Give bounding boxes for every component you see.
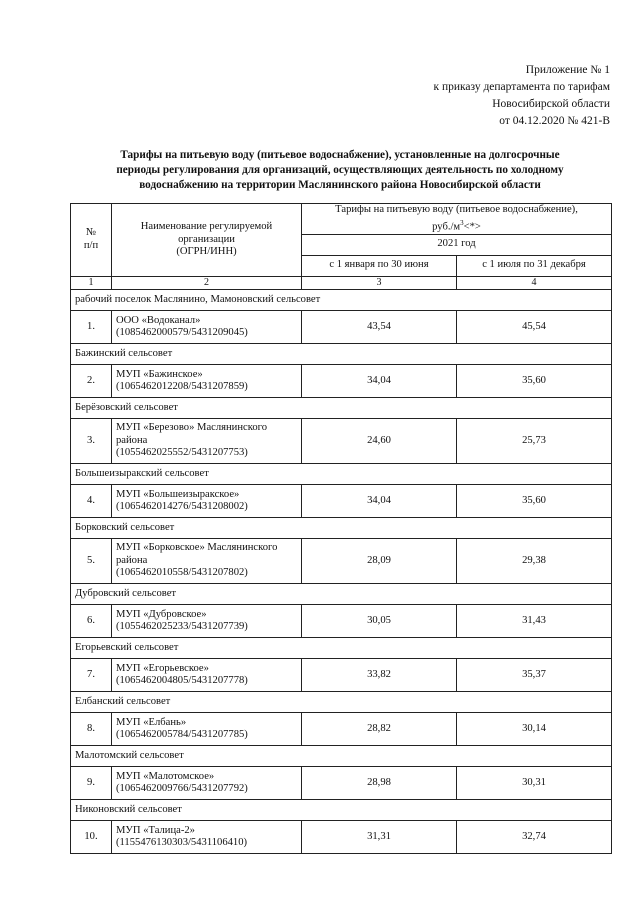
organization-name: МУП «Дубровское» (1055462025233/5431207739) bbox=[112, 605, 302, 638]
tariff-first-half: 30,05 bbox=[302, 605, 457, 638]
annex-line-4: от 04.12.2020 № 421-В bbox=[499, 115, 610, 127]
header-unit-sup: 3 bbox=[460, 218, 464, 227]
tariff-second-half: 35,60 bbox=[457, 365, 612, 398]
organization-name: МУП «Березово» Маслянинского района (1055462025552/5431207753) bbox=[112, 419, 302, 464]
row-number: 7. bbox=[71, 659, 112, 692]
row-number: 10. bbox=[71, 821, 112, 854]
row-number: 1. bbox=[71, 311, 112, 344]
header-org: Наименование регулируемой организации (ОГРН/ИНН) bbox=[112, 204, 302, 277]
column-number-2: 2 bbox=[112, 276, 302, 290]
section-name: Берёзовский сельсовет bbox=[71, 398, 612, 419]
table-row bbox=[71, 605, 612, 638]
tariff-first-half: 28,82 bbox=[302, 713, 457, 746]
header-period-2: с 1 июля по 31 декабря bbox=[457, 255, 612, 276]
header-unit-prefix: руб./м bbox=[432, 221, 461, 233]
organization-name: ООО «Водоканал» (1085462000579/5431209045) bbox=[112, 311, 302, 344]
section-row bbox=[71, 464, 612, 485]
organization-name: МУП «Большеизыракское» (1065462014276/5431208002) bbox=[112, 485, 302, 518]
tariff-second-half: 30,14 bbox=[457, 713, 612, 746]
tariff-second-half: 30,31 bbox=[457, 767, 612, 800]
row-number: 4. bbox=[71, 485, 112, 518]
section-name: Никоновский сельсовет bbox=[71, 800, 612, 821]
title-line-3: водоснабжению на территории Маслянинского района Новосибирской области bbox=[139, 179, 541, 191]
table-row bbox=[71, 419, 612, 464]
header-tariff bbox=[302, 204, 612, 235]
column-number-3: 3 bbox=[302, 276, 457, 290]
section-name: Малотомский сельсовет bbox=[71, 746, 612, 767]
title-line-1: Тарифы на питьевую воду (питьевое водоснабжение), установленные на долгосрочные bbox=[120, 149, 560, 161]
tariff-first-half: 34,04 bbox=[302, 365, 457, 398]
row-number: 3. bbox=[71, 419, 112, 464]
table-row bbox=[71, 311, 612, 344]
section-row bbox=[71, 638, 612, 659]
section-row bbox=[71, 584, 612, 605]
row-number: 5. bbox=[71, 539, 112, 584]
tariff-second-half: 35,37 bbox=[457, 659, 612, 692]
section-row bbox=[71, 344, 612, 365]
tariff-first-half: 28,09 bbox=[302, 539, 457, 584]
row-number: 2. bbox=[71, 365, 112, 398]
header-tariff-text: Тарифы на питьевую воду (питьевое водоснабжение), bbox=[335, 204, 578, 215]
section-name: Бажинский сельсовет bbox=[71, 344, 612, 365]
row-number: 6. bbox=[71, 605, 112, 638]
table-row bbox=[71, 485, 612, 518]
document-title bbox=[70, 148, 610, 193]
section-name: Дубровский сельсовет bbox=[71, 584, 612, 605]
annex-line-1: Приложение № 1 bbox=[525, 64, 610, 76]
tariff-second-half: 29,38 bbox=[457, 539, 612, 584]
tariff-second-half: 35,60 bbox=[457, 485, 612, 518]
organization-name: МУП «Бажинское» (1065462012208/5431207859) bbox=[112, 365, 302, 398]
header-period-1: с 1 января по 30 июня bbox=[302, 255, 457, 276]
tariff-first-half: 34,04 bbox=[302, 485, 457, 518]
column-number-1: 1 bbox=[71, 276, 112, 290]
tariff-second-half: 31,43 bbox=[457, 605, 612, 638]
organization-name: МУП «Егорьевское» (1065462004805/5431207778) bbox=[112, 659, 302, 692]
tariff-first-half: 43,54 bbox=[302, 311, 457, 344]
header-num: № п/п bbox=[71, 204, 112, 277]
table-row bbox=[71, 713, 612, 746]
organization-name: МУП «Елбань» (1065462005784/5431207785) bbox=[112, 713, 302, 746]
section-row bbox=[71, 398, 612, 419]
table-row bbox=[71, 659, 612, 692]
header-unit-suffix: <*> bbox=[463, 221, 481, 233]
table-row bbox=[71, 767, 612, 800]
table-row bbox=[71, 539, 612, 584]
tariff-first-half: 28,98 bbox=[302, 767, 457, 800]
section-row bbox=[71, 800, 612, 821]
table-row bbox=[71, 821, 612, 854]
tariff-table bbox=[70, 203, 612, 854]
row-number: 8. bbox=[71, 713, 112, 746]
annex-line-2: к приказу департамента по тарифам bbox=[433, 81, 610, 93]
tariff-first-half: 33,82 bbox=[302, 659, 457, 692]
tariff-second-half: 45,54 bbox=[457, 311, 612, 344]
organization-name: МУП «Борковское» Маслянинского района (1065462010558/5431207802) bbox=[112, 539, 302, 584]
section-name: Большеизыракский сельсовет bbox=[71, 464, 612, 485]
tariff-second-half: 25,73 bbox=[457, 419, 612, 464]
header-unit bbox=[306, 217, 607, 234]
section-name: Егорьевский сельсовет bbox=[71, 638, 612, 659]
header-year: 2021 год bbox=[302, 234, 612, 255]
tariff-first-half: 24,60 bbox=[302, 419, 457, 464]
section-row bbox=[71, 692, 612, 713]
section-name: рабочий поселок Маслянино, Мамоновский сельсовет bbox=[71, 290, 612, 311]
section-row bbox=[71, 518, 612, 539]
section-name: Борковский сельсовет bbox=[71, 518, 612, 539]
organization-name: МУП «Талица-2» (1155476130303/5431106410) bbox=[112, 821, 302, 854]
table-row bbox=[71, 365, 612, 398]
tariff-first-half: 31,31 bbox=[302, 821, 457, 854]
tariff-second-half: 32,74 bbox=[457, 821, 612, 854]
section-row bbox=[71, 746, 612, 767]
section-row bbox=[71, 290, 612, 311]
section-name: Елбанский сельсовет bbox=[71, 692, 612, 713]
row-number: 9. bbox=[71, 767, 112, 800]
annex-block bbox=[433, 62, 610, 130]
organization-name: МУП «Малотомское» (1065462009766/5431207792) bbox=[112, 767, 302, 800]
annex-line-3: Новосибирской области bbox=[492, 98, 610, 110]
column-number-4: 4 bbox=[457, 276, 612, 290]
title-line-2: периоды регулирования для организаций, осуществляющих деятельность по холодному bbox=[116, 164, 564, 176]
